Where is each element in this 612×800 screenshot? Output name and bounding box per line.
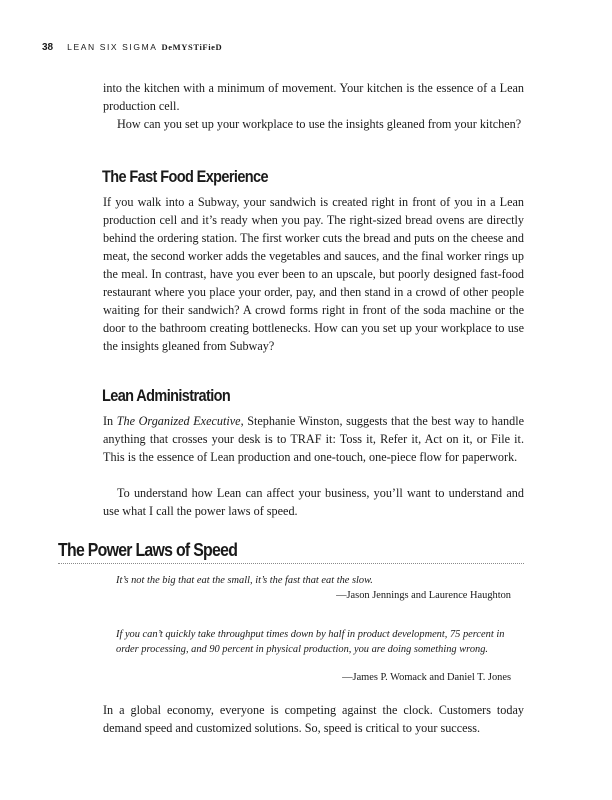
- series-title: LEAN SIX SIGMA: [67, 42, 158, 52]
- epigraph-quote-2: If you can’t quickly take throughput times down by half in product development, 75 percent in order processing, and 90 percent in physical production, you are doing something wrong.: [116, 629, 505, 655]
- heading-power-laws: The Power Laws of Speed: [58, 540, 238, 560]
- heading-fast-food: The Fast Food Experience: [102, 168, 268, 186]
- epigraph-quote-1: It’s not the big that eat the small, it’s the fast that eat the slow.: [116, 575, 373, 586]
- paragraph-kitchen-question: How can you set up your workplace to use the insights gleaned from your kitchen?: [117, 117, 522, 131]
- epigraph-attribution-1: —Jason Jennings and Laurence Haughton: [336, 590, 511, 601]
- book-title: The Organized Executive: [116, 414, 241, 428]
- paragraph-traf-rest: , Stephanie Winston, suggests that the best way to handle anything that crosses your desk is to TRAF it: Toss it, Refer it, Act on it, or File it. This is the essence of Lean production and one-touch, one-piece flow for paperwork.: [103, 414, 524, 464]
- paragraph-kitchen-essence: into the kitchen with a minimum of movement. Your kitchen is the essence of a Lean production cell.: [103, 81, 524, 113]
- series-subtitle: DeMYSTiFieD: [161, 42, 223, 52]
- paragraph-global-economy: In a global economy, everyone is competing against the clock. Customers today demand speed and customized solutions. So, speed is critical to your success.: [103, 703, 524, 735]
- epigraph-attribution-2: —James P. Womack and Daniel T. Jones: [342, 672, 511, 683]
- paragraph-power-laws-intro: To understand how Lean can affect your business, you’ll want to understand and use what I call the power laws of speed.: [103, 486, 524, 518]
- heading-rule: [58, 563, 524, 564]
- running-head: [42, 42, 222, 53]
- page-number: 38: [42, 42, 54, 53]
- paragraph-traf-prefix: In: [103, 414, 117, 428]
- heading-lean-administration: Lean Administration: [102, 387, 231, 405]
- paragraph-subway: If you walk into a Subway, your sandwich is created right in front of you in a Lean production cell and it’s ready when you pay. The right-sized bread ovens are directly behind the ordering station. The first worker cuts the bread and puts on the cheese and meat, the second worker adds the vegetables and sauces, and the final worker rings up the meal. In contrast, have you ever been to an upscale, but poorly designed fast-food restaurant where you place your order, pay, and then stand in a crowd of other people waiting for their sandwich? A crowd forms right in front of the soda machine or the door to the bathroom creating bottlenecks. How can you set up your workplace to use the insights gleaned from Subway?: [103, 195, 524, 353]
- paragraph-traf: [103, 412, 524, 466]
